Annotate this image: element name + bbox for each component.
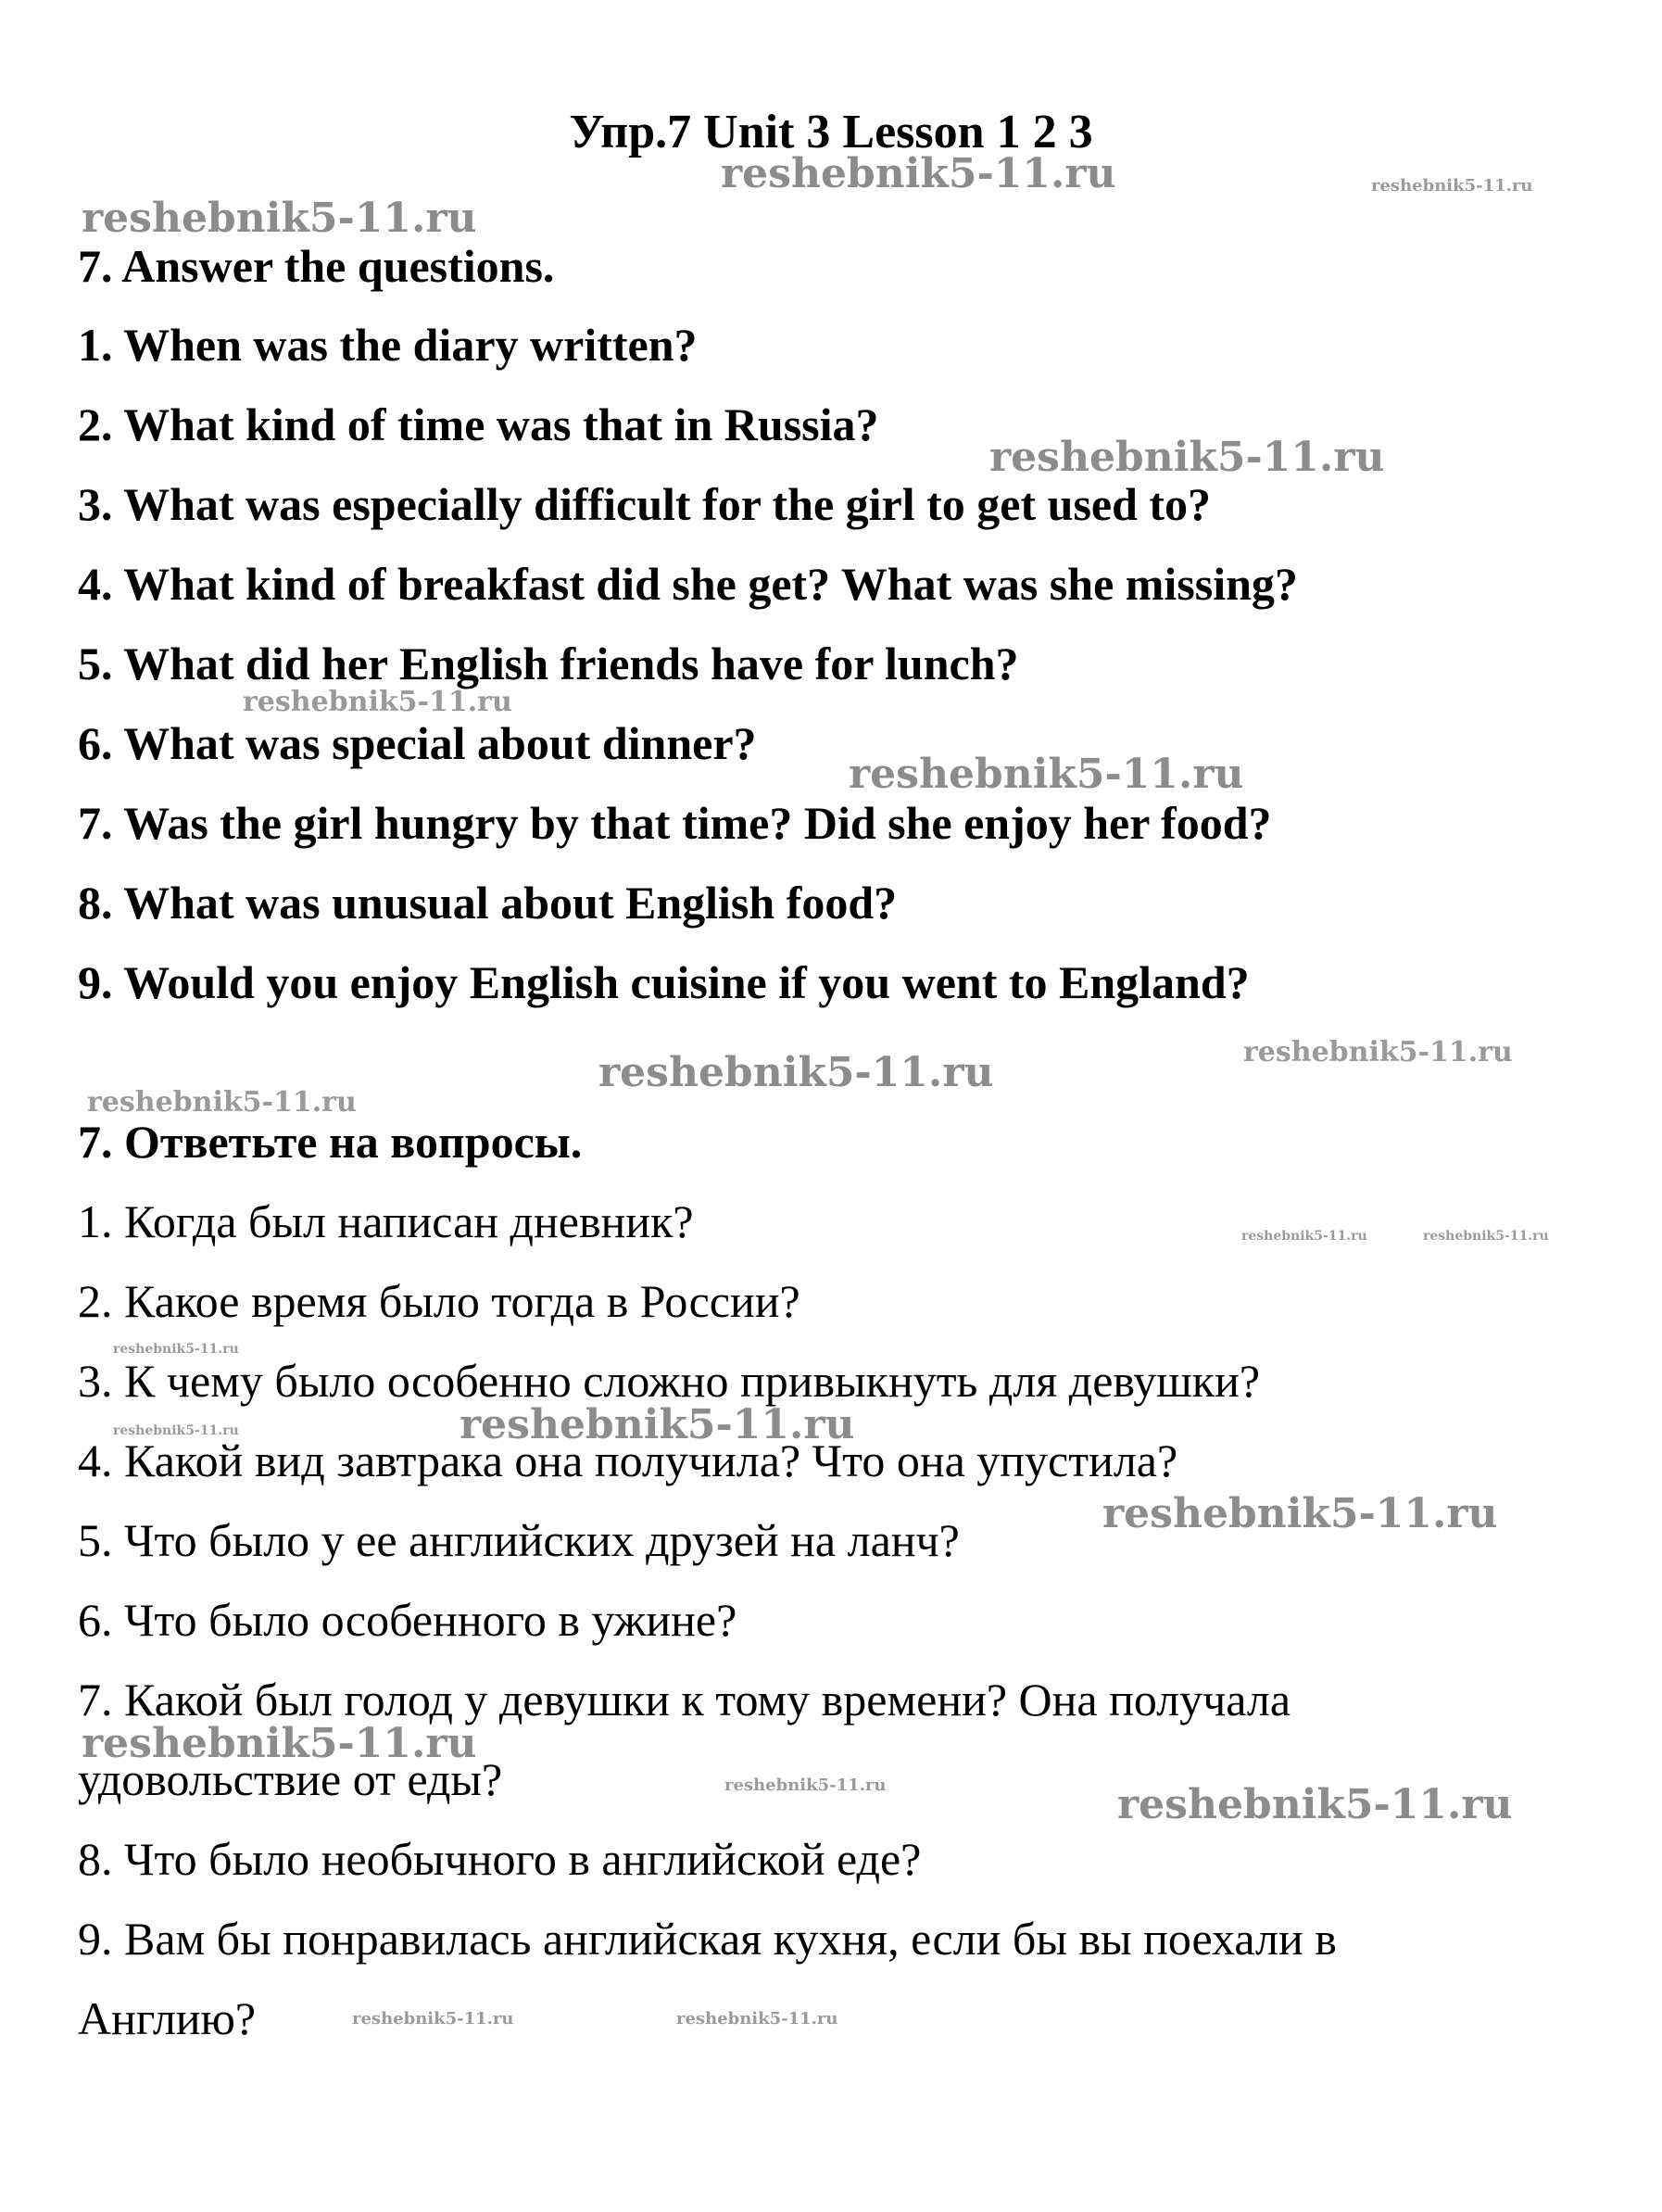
watermark: reshebnik5-11.ru bbox=[676, 2009, 838, 2029]
watermark: reshebnik5-11.ru bbox=[1117, 1781, 1513, 1828]
russian-question-1: 1. Когда был написан дневник? bbox=[78, 1195, 694, 1247]
watermark: reshebnik5-11.ru bbox=[721, 150, 1116, 197]
russian-question-5: 5. Что было у ее английских друзей на ланч? bbox=[78, 1514, 960, 1566]
russian-question-7a: 7. Какой был голод у девушки к тому времени? Она получала bbox=[78, 1674, 1291, 1725]
russian-question-2: 2. Какое время было тогда в России? bbox=[78, 1275, 800, 1327]
watermark: reshebnik5-11.ru bbox=[87, 1086, 357, 1119]
russian-question-6: 6. Что было особенного в ужине? bbox=[78, 1594, 737, 1646]
english-question-5: 5. What did her English friends have for lunch? bbox=[78, 638, 1019, 689]
english-question-9: 9. Would you enjoy English cuisine if you went to England? bbox=[78, 956, 1250, 1008]
english-question-4: 4. What kind of breakfast did she get? What was she missing? bbox=[78, 558, 1298, 610]
russian-question-9a: 9. Вам бы понравилась английская кухня, если бы вы поехали в bbox=[78, 1913, 1337, 1965]
watermark: reshebnik5-11.ru bbox=[113, 1342, 239, 1357]
watermark: reshebnik5-11.ru bbox=[1102, 1490, 1498, 1537]
watermark: reshebnik5-11.ru bbox=[113, 1423, 239, 1438]
watermark: reshebnik5-11.ru bbox=[1241, 1229, 1367, 1244]
russian-question-9b: Англию? bbox=[78, 1992, 257, 2044]
russian-question-8: 8. Что было необычного в английской еде? bbox=[78, 1833, 922, 1885]
russian-heading: 7. Ответьте на вопросы. bbox=[78, 1116, 583, 1168]
english-question-1: 1. When was the diary written? bbox=[78, 319, 698, 371]
english-question-6: 6. What was special about dinner? bbox=[78, 717, 757, 769]
watermark: reshebnik5-11.ru bbox=[1423, 1229, 1549, 1244]
watermark: reshebnik5-11.ru bbox=[460, 1401, 855, 1448]
russian-question-3: 3. К чему было особенно сложно привыкнуть для девушки? bbox=[78, 1355, 1261, 1407]
watermark: reshebnik5-11.ru bbox=[352, 2009, 514, 2029]
english-question-3: 3. What was especially difficult for the girl to get used to? bbox=[78, 478, 1212, 530]
watermark: reshebnik5-11.ru bbox=[82, 195, 477, 242]
russian-question-7b: удовольствие от еды? bbox=[78, 1753, 503, 1805]
english-heading: 7. Answer the questions. bbox=[78, 240, 555, 292]
watermark: reshebnik5-11.ru bbox=[243, 686, 512, 718]
watermark: reshebnik5-11.ru bbox=[849, 751, 1244, 798]
english-question-2: 2. What kind of time was that in Russia? bbox=[78, 398, 879, 450]
watermark: reshebnik5-11.ru bbox=[1371, 176, 1533, 196]
english-question-8: 8. What was unusual about English food? bbox=[78, 877, 898, 929]
english-question-7: 7. Was the girl hungry by that time? Did she enjoy her food? bbox=[78, 797, 1272, 849]
watermark: reshebnik5-11.ru bbox=[724, 1776, 887, 1795]
watermark: reshebnik5-11.ru bbox=[989, 434, 1385, 481]
page-title: Упр.7 Unit 3 Lesson 1 2 3 bbox=[569, 106, 1093, 158]
russian-question-4: 4. Какой вид завтрака она получила? Что она упустила? bbox=[78, 1435, 1178, 1486]
watermark: reshebnik5-11.ru bbox=[598, 1049, 994, 1096]
watermark: reshebnik5-11.ru bbox=[82, 1720, 477, 1767]
watermark: reshebnik5-11.ru bbox=[1243, 1036, 1513, 1068]
